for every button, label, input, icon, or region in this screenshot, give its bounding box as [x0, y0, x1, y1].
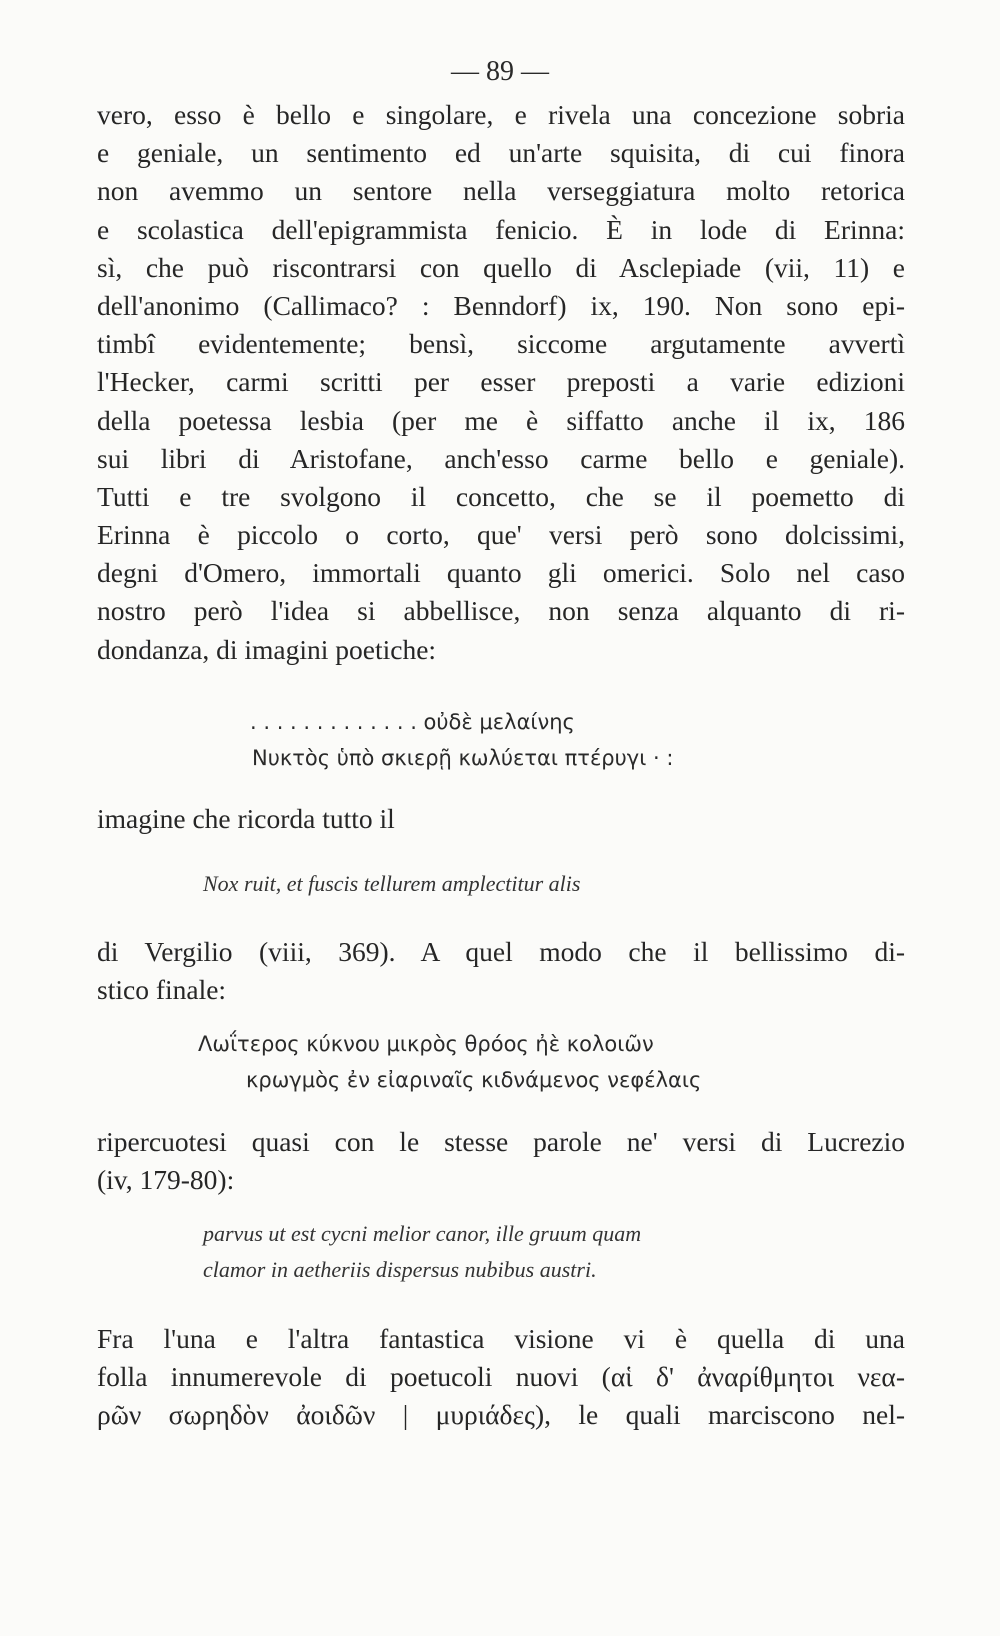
- text-line: di Vergilio (viii, 369). A quel modo che il bellissimo di-: [97, 936, 905, 967]
- text-line: sì, che può riscontrarsi con quello di Asclepiade (vii, 11) e: [97, 251, 905, 283]
- text-line: dell'anonimo (Callimaco? : Benndorf) ix, 190. Non sono epi-: [97, 289, 905, 321]
- text-line: (iv, 179-80):: [97, 1164, 235, 1196]
- paragraph-imagine: [97, 800, 905, 838]
- greek-verse-1a: . . . . . . . . . . . . . οὐδὲ μελαίνης: [250, 710, 575, 734]
- text-line: vero, esso è bello e singolare, e rivela una concezione sobria: [97, 99, 905, 130]
- text-line: sui libri di Aristofane, anch'esso carme bello e geniale).: [97, 442, 905, 474]
- text-line: dondanza, di imagini poetiche:: [97, 633, 437, 665]
- text-line: e scolastica dell'epigrammista fenicio. È in lode di Erinna:: [97, 213, 905, 245]
- text-line: nostro però l'idea si abbellisce, non senza alquanto di ri-: [97, 595, 905, 627]
- text-line: Fra l'una e l'altra fantastica visione vi è quella di una: [97, 1323, 905, 1354]
- paragraph-vergilio: [97, 933, 905, 1009]
- page-number: — 89 —: [451, 56, 549, 87]
- text-line: stico finale:: [97, 974, 227, 1006]
- text-line: e geniale, un sentimento ed un'arte squisita, di cui finora: [97, 137, 905, 169]
- latin-verse-lucretius-2: clamor in aetheriis dispersus nubibus austri.: [203, 1257, 597, 1282]
- greek-verse-2a: Λωΐτερος κύκνου μικρὸς θρόος ἠὲ κολοιῶν: [198, 1032, 654, 1056]
- paragraph-poetucoli: [97, 1320, 905, 1435]
- paragraph-erinna: [97, 96, 905, 669]
- text-line: Tutti e tre svolgono il concetto, che se il poemetto di: [97, 480, 905, 512]
- latin-verse-vergil: Nox ruit, et fuscis tellurem amplectitur alis: [203, 871, 581, 896]
- text-line: degni d'Omero, immortali quanto gli omerici. Solo nel caso: [97, 557, 905, 589]
- text-line: ripercuotesi quasi con le stesse parole ne' versi di Lucrezio: [97, 1126, 905, 1157]
- text-line: timbî evidentemente; bensì, siccome argutamente avvertì: [97, 328, 905, 360]
- text-line: ρῶν σωρηδὸν ἀοιδῶν | μυριάδες), le quali marciscono nel-: [97, 1399, 905, 1431]
- greek-verse-2b: κρωγμὸς ἐν εἰαριναῖς κιδνάμενος νεφέλαις: [246, 1068, 702, 1092]
- text-line: Erinna è piccolo o corto, que' versi però sono dolcissimi,: [97, 519, 905, 551]
- text-line: imagine che ricorda tutto il: [97, 803, 395, 834]
- text-line: folla innumerevole di poetucoli nuovi (αἱ δ' ἀναρίθμητοι νεα-: [97, 1361, 905, 1393]
- text-line: l'Hecker, carmi scritti per esser preposti a varie edizioni: [97, 366, 905, 398]
- paragraph-lucrezio: [97, 1123, 905, 1199]
- text-line: della poetessa lesbia (per me è siffatto anche il ix, 186: [97, 404, 905, 436]
- latin-verse-lucretius-1: parvus ut est cycni melior canor, ille gruum quam: [203, 1221, 642, 1246]
- text-line: non avemmo un sentore nella verseggiatura molto retorica: [97, 175, 905, 207]
- greek-verse-1b: Νυκτὸς ὑπὸ σκιερῇ κωλύεται πτέρυγι · :: [252, 746, 674, 770]
